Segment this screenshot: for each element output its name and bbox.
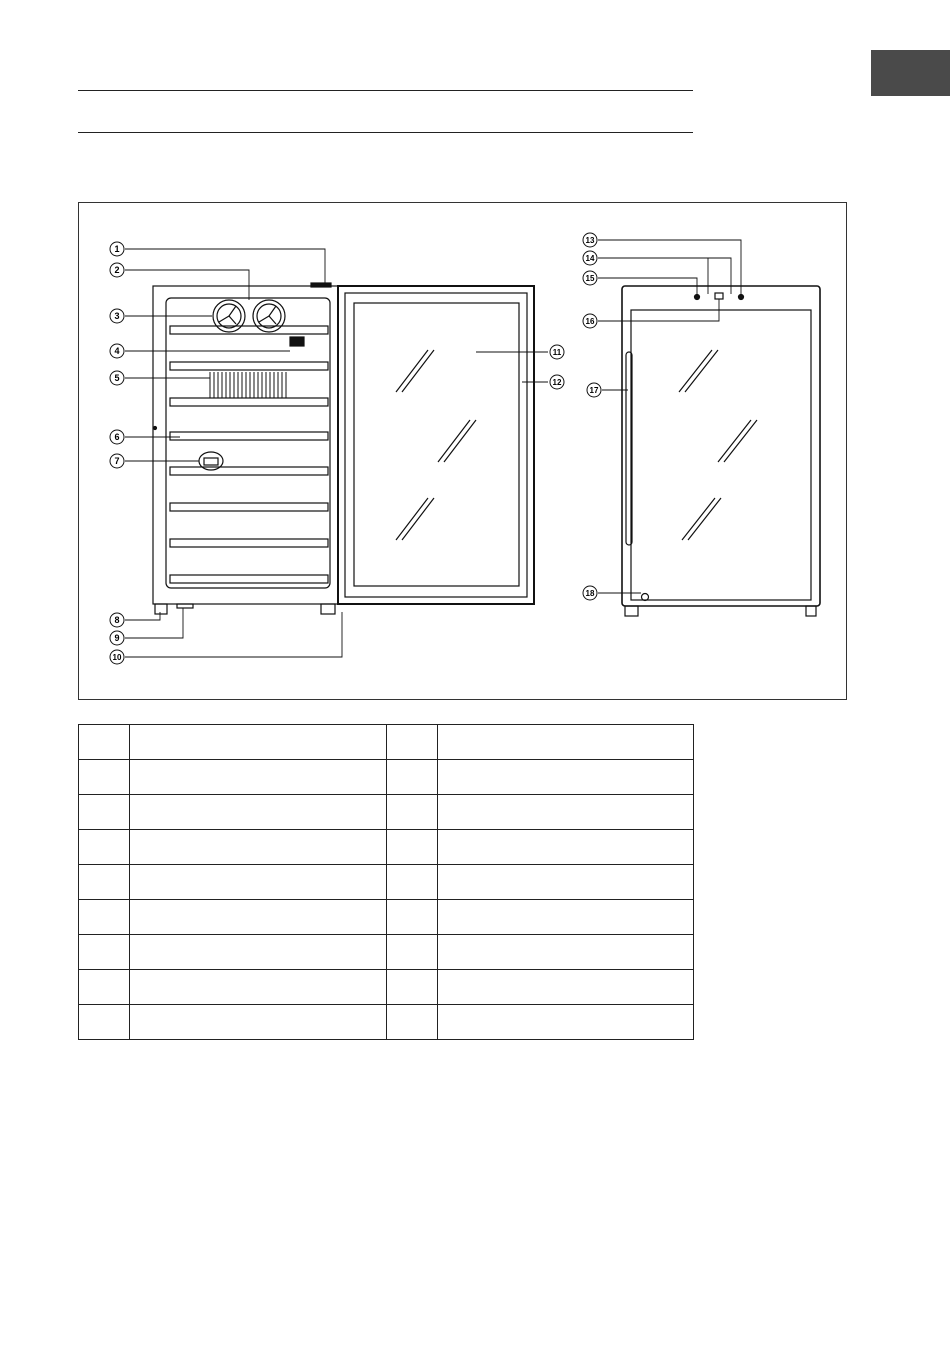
table-cell	[79, 725, 130, 760]
foot	[625, 606, 638, 616]
foot	[155, 604, 167, 614]
table-cell	[79, 760, 130, 795]
table-cell	[437, 725, 694, 760]
svg-text:13: 13	[585, 236, 595, 245]
table-row	[79, 865, 694, 900]
table-row	[79, 970, 694, 1005]
shelves	[170, 326, 328, 583]
svg-text:11: 11	[552, 348, 562, 357]
callout-11	[550, 345, 564, 359]
table-cell	[437, 1005, 694, 1040]
parts-table	[78, 724, 694, 1040]
glass-door	[338, 286, 534, 604]
callout-4	[110, 344, 124, 358]
callout-9	[110, 631, 124, 645]
table-cell	[437, 900, 694, 935]
table-cell	[386, 900, 437, 935]
callout-15	[583, 271, 597, 285]
callout-13	[583, 233, 597, 247]
table-cell	[79, 830, 130, 865]
table-row	[79, 900, 694, 935]
table-cell	[437, 795, 694, 830]
table-cell	[386, 725, 437, 760]
callout-6	[110, 430, 124, 444]
evaporator-grille	[210, 372, 286, 398]
callout-16	[583, 314, 597, 328]
table-cell	[79, 935, 130, 970]
table-cell	[386, 760, 437, 795]
table-row	[79, 935, 694, 970]
callout-7	[110, 454, 124, 468]
callout-3	[110, 309, 124, 323]
table-cell	[130, 795, 387, 830]
table-cell	[130, 900, 387, 935]
svg-text:3: 3	[114, 311, 120, 321]
svg-text:5: 5	[114, 373, 120, 383]
svg-text:7: 7	[114, 456, 120, 466]
svg-text:9: 9	[114, 633, 120, 643]
callout-17	[587, 383, 601, 397]
svg-text:17: 17	[589, 386, 599, 395]
callout-8	[110, 613, 124, 627]
table-cell	[437, 760, 694, 795]
table-cell	[386, 865, 437, 900]
display-panel	[290, 337, 304, 346]
closed-appliance	[622, 286, 820, 606]
svg-text:15: 15	[585, 274, 595, 283]
table-row	[79, 725, 694, 760]
svg-text:1: 1	[114, 244, 120, 254]
table-cell	[386, 970, 437, 1005]
table-cell	[130, 935, 387, 970]
svg-text:2: 2	[114, 265, 120, 275]
table-cell	[130, 760, 387, 795]
table-cell	[386, 830, 437, 865]
svg-text:8: 8	[114, 615, 120, 625]
table-cell	[79, 900, 130, 935]
callout-5	[110, 371, 124, 385]
svg-text:14: 14	[585, 254, 595, 263]
table-row	[79, 1005, 694, 1040]
callout-18	[583, 586, 597, 600]
table-cell	[386, 935, 437, 970]
callout-2	[110, 263, 124, 277]
table-cell	[437, 865, 694, 900]
table-cell	[386, 1005, 437, 1040]
svg-text:6: 6	[114, 432, 120, 442]
callout-10	[110, 650, 124, 664]
callout-14	[583, 251, 597, 265]
table-cell	[130, 830, 387, 865]
table-row	[79, 795, 694, 830]
svg-text:18: 18	[585, 589, 595, 598]
callout-1	[110, 242, 124, 256]
callout-12	[550, 375, 564, 389]
svg-text:12: 12	[552, 378, 562, 387]
table-cell	[79, 1005, 130, 1040]
control-button	[695, 295, 700, 300]
table-cell	[130, 1005, 387, 1040]
svg-text:16: 16	[585, 317, 595, 326]
svg-text:10: 10	[112, 653, 122, 662]
table-cell	[130, 725, 387, 760]
svg-text:4: 4	[114, 346, 120, 356]
control-button	[739, 295, 744, 300]
table-cell	[79, 795, 130, 830]
table-cell	[437, 935, 694, 970]
table-cell	[79, 970, 130, 1005]
foot	[321, 604, 335, 614]
table-cell	[79, 865, 130, 900]
table-cell	[437, 830, 694, 865]
table-row	[79, 830, 694, 865]
table-row	[79, 760, 694, 795]
table-cell	[386, 795, 437, 830]
table-cell	[130, 865, 387, 900]
table-cell	[437, 970, 694, 1005]
foot	[806, 606, 816, 616]
table-cell	[130, 970, 387, 1005]
temperature-display	[715, 293, 723, 299]
cabinet-interior	[166, 298, 330, 588]
